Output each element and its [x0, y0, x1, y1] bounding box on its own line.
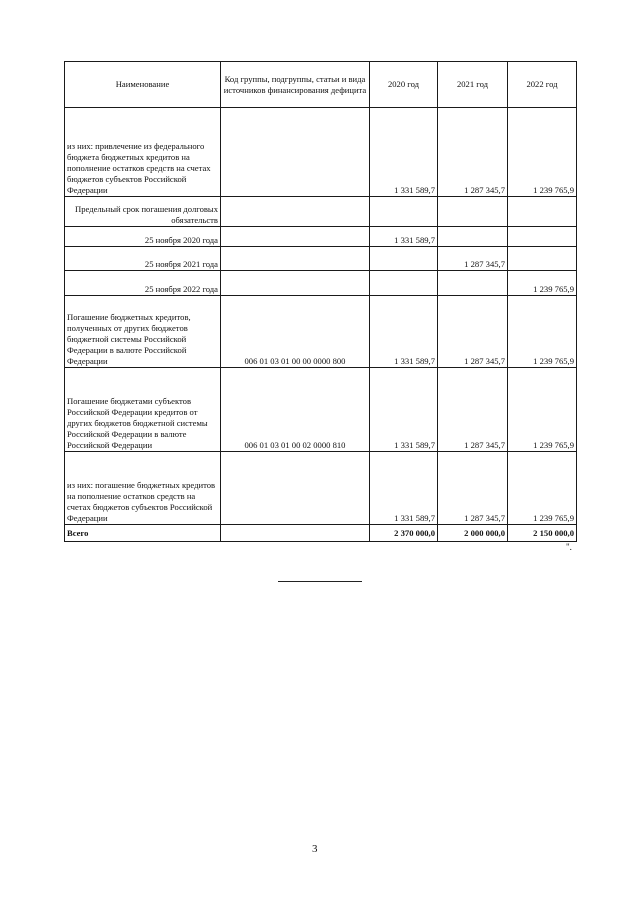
table-row [65, 368, 577, 452]
header-2020: 2020 год [370, 62, 438, 108]
row-name: Предельный срок погашения долговых обязательств [65, 197, 221, 227]
row-code [221, 271, 370, 296]
financing-sources-table [64, 61, 577, 542]
table-row [65, 271, 577, 296]
row-name: 25 ноября 2022 года [65, 271, 221, 296]
closing-quote: ". [566, 542, 572, 552]
row-value-2021: 1 287 345,7 [438, 247, 508, 271]
row-value-2021 [438, 271, 508, 296]
row-value-2022: 1 239 765,9 [508, 368, 577, 452]
row-value-2020: 1 331 589,7 [370, 368, 438, 452]
header-name: Наименование [65, 62, 221, 108]
row-value-2021: 1 287 345,7 [438, 368, 508, 452]
total-value-2022: 2 150 000,0 [508, 525, 577, 542]
row-value-2020 [370, 197, 438, 227]
row-code [221, 197, 370, 227]
table-row [65, 247, 577, 271]
table-row [65, 108, 577, 197]
table-header-row [65, 62, 577, 108]
total-value-2020: 2 370 000,0 [370, 525, 438, 542]
row-name: 25 ноября 2020 года [65, 227, 221, 247]
row-code [221, 227, 370, 247]
row-value-2020: 1 331 589,7 [370, 227, 438, 247]
total-code [221, 525, 370, 542]
table-row [65, 296, 577, 368]
row-value-2021: 1 287 345,7 [438, 108, 508, 197]
table-row [65, 452, 577, 525]
row-name: из них: привлечение из федерального бюджета бюджетных кредитов на пополнение остатков средств на счетах бюджетов субъектов Российской Федерации [65, 108, 221, 197]
row-value-2020: 1 331 589,7 [370, 452, 438, 525]
table-row [65, 227, 577, 247]
row-code [221, 108, 370, 197]
row-value-2022: 1 239 765,9 [508, 452, 577, 525]
row-value-2022: 1 239 765,9 [508, 271, 577, 296]
total-value-2021: 2 000 000,0 [438, 525, 508, 542]
row-code: 006 01 03 01 00 02 0000 810 [221, 368, 370, 452]
row-name: Погашение бюджетных кредитов, полученных от других бюджетов бюджетной системы Российской Федерации в валюте Российской Федерации [65, 296, 221, 368]
row-value-2021: 1 287 345,7 [438, 452, 508, 525]
total-row [65, 525, 577, 542]
separator-line [278, 581, 362, 582]
row-value-2022 [508, 247, 577, 271]
row-value-2020 [370, 247, 438, 271]
header-code: Код группы, подгруппы, статьи и вида источников финансирования дефицита [221, 62, 370, 108]
row-name: из них: погашение бюджетных кредитов на пополнение остатков средств на счетах бюджетов субъектов Российской Федерации [65, 452, 221, 525]
row-value-2020: 1 331 589,7 [370, 108, 438, 197]
row-name: 25 ноября 2021 года [65, 247, 221, 271]
row-value-2022 [508, 227, 577, 247]
total-label: Всего [65, 525, 221, 542]
row-value-2022: 1 239 765,9 [508, 108, 577, 197]
row-value-2020: 1 331 589,7 [370, 296, 438, 368]
page-number: 3 [312, 843, 318, 855]
row-value-2021 [438, 197, 508, 227]
header-2021: 2021 год [438, 62, 508, 108]
row-code [221, 247, 370, 271]
row-name: Погашение бюджетами субъектов Российской Федерации кредитов от других бюджетов бюджетной системы Российской Федерации в валюте Российской Федерации [65, 368, 221, 452]
row-value-2021: 1 287 345,7 [438, 296, 508, 368]
row-code: 006 01 03 01 00 00 0000 800 [221, 296, 370, 368]
row-value-2022 [508, 197, 577, 227]
row-value-2020 [370, 271, 438, 296]
header-2022: 2022 год [508, 62, 577, 108]
row-value-2022: 1 239 765,9 [508, 296, 577, 368]
table-row [65, 197, 577, 227]
row-value-2021 [438, 227, 508, 247]
row-code [221, 452, 370, 525]
